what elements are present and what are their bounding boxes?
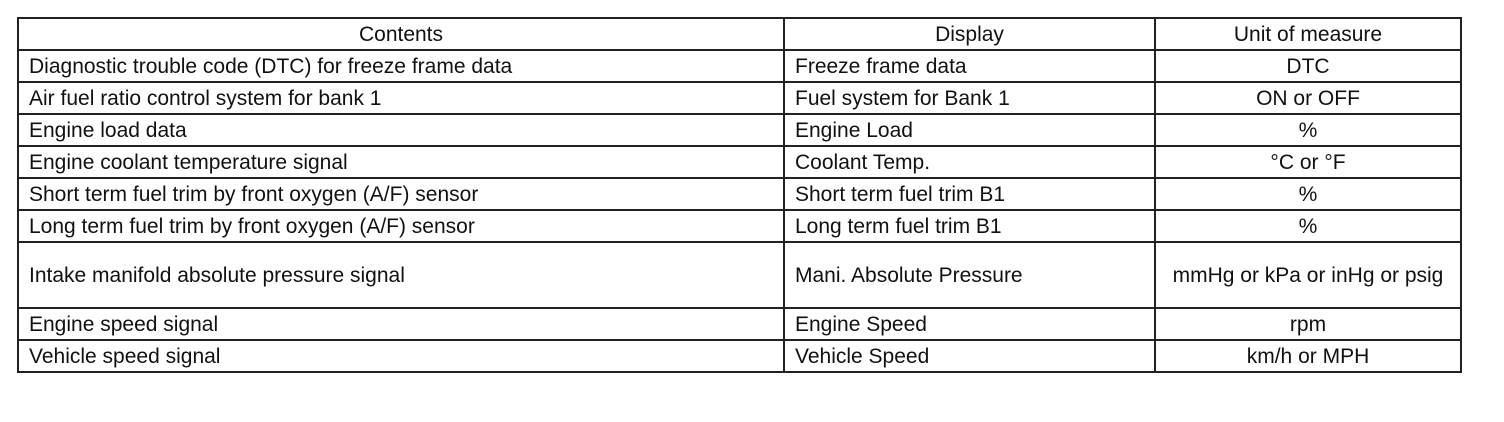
cell-display: Long term fuel trim B1: [784, 210, 1155, 242]
cell-unit: rpm: [1155, 308, 1461, 340]
cell-display: Fuel system for Bank 1: [784, 82, 1155, 114]
cell-contents: Vehicle speed signal: [18, 340, 784, 372]
table-row: [18, 82, 1461, 114]
cell-contents: Engine speed signal: [18, 308, 784, 340]
table-header-row: [18, 18, 1461, 50]
cell-unit: mmHg or kPa or inHg or psig: [1155, 242, 1461, 308]
freeze-frame-data-table: [17, 17, 1462, 373]
table-row: [18, 146, 1461, 178]
cell-display: Vehicle Speed: [784, 340, 1155, 372]
cell-contents: Short term fuel trim by front oxygen (A/F) sensor: [18, 178, 784, 210]
cell-unit: %: [1155, 210, 1461, 242]
table-row: [18, 340, 1461, 372]
table-row: [18, 308, 1461, 340]
cell-contents: Air fuel ratio control system for bank 1: [18, 82, 784, 114]
cell-contents: Intake manifold absolute pressure signal: [18, 242, 784, 308]
freeze-frame-table-container: [17, 17, 1462, 373]
cell-display: Short term fuel trim B1: [784, 178, 1155, 210]
cell-display: Freeze frame data: [784, 50, 1155, 82]
table-row: [18, 210, 1461, 242]
cell-unit: %: [1155, 178, 1461, 210]
header-unit-of-measure: Unit of measure: [1155, 18, 1461, 50]
cell-display: Engine Speed: [784, 308, 1155, 340]
cell-display: Coolant Temp.: [784, 146, 1155, 178]
table-row: [18, 114, 1461, 146]
cell-contents: Diagnostic trouble code (DTC) for freeze frame data: [18, 50, 784, 82]
table-row: [18, 178, 1461, 210]
cell-unit: %: [1155, 114, 1461, 146]
cell-unit: DTC: [1155, 50, 1461, 82]
table-row: [18, 242, 1461, 308]
cell-contents: Engine load data: [18, 114, 784, 146]
cell-contents: Engine coolant temperature signal: [18, 146, 784, 178]
cell-contents: Long term fuel trim by front oxygen (A/F) sensor: [18, 210, 784, 242]
header-display: Display: [784, 18, 1155, 50]
cell-display: Mani. Absolute Pressure: [784, 242, 1155, 308]
cell-unit: °C or °F: [1155, 146, 1461, 178]
cell-unit: km/h or MPH: [1155, 340, 1461, 372]
header-contents: Contents: [18, 18, 784, 50]
cell-unit: ON or OFF: [1155, 82, 1461, 114]
cell-display: Engine Load: [784, 114, 1155, 146]
table-row: [18, 50, 1461, 82]
